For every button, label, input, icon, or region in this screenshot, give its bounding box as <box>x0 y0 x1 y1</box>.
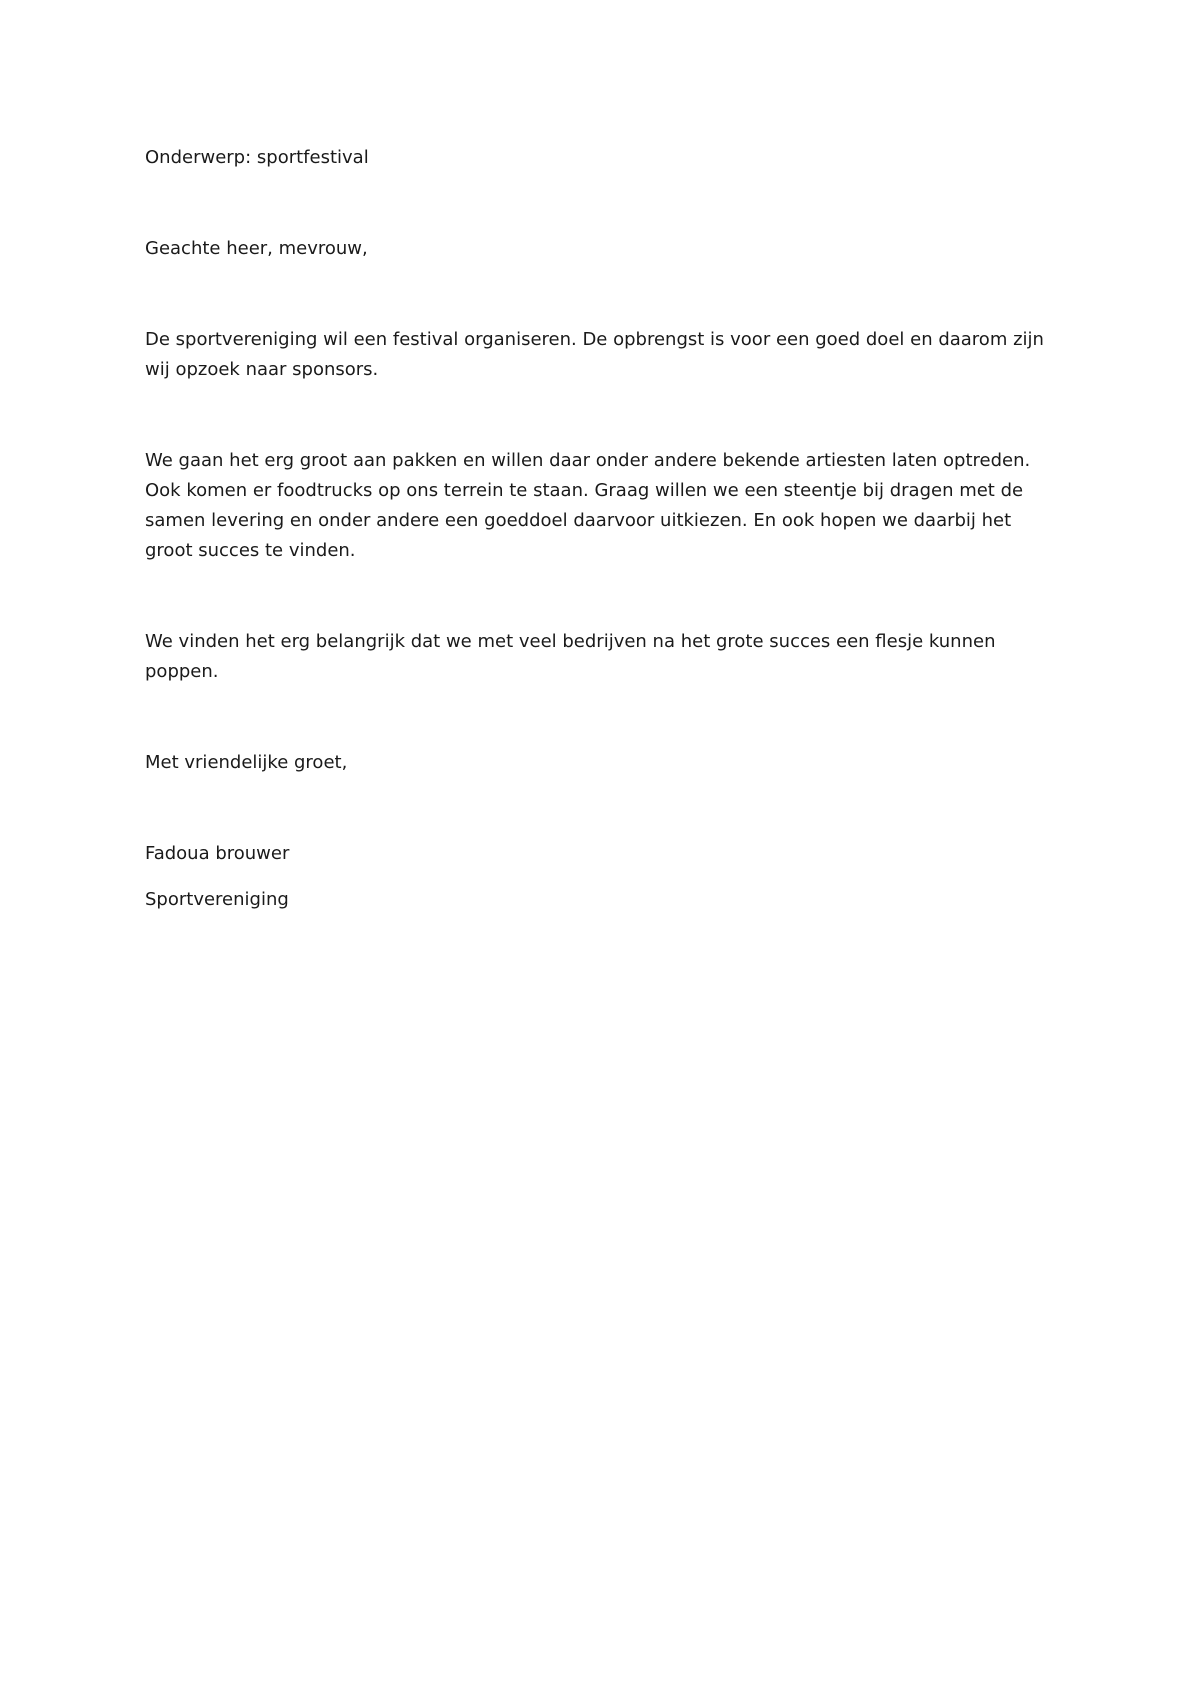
paragraph-2-line: We gaan het erg groot aan pakken en willen daar onder andere bekende artiesten laten optreden. <box>145 450 1031 471</box>
signature-organization: Sportvereniging <box>145 889 289 910</box>
paragraph-2-line: Ook komen er foodtrucks op ons terrein te staan. Graag willen we een steentje bij dragen met de <box>145 480 1024 501</box>
paragraph-1 <box>145 325 1045 385</box>
paragraph-2 <box>145 446 1045 566</box>
letter-subject: Onderwerp: sportfestival <box>145 147 369 168</box>
paragraph-2-line: samen levering en onder andere een goeddoel daarvoor uitkiezen. En ook hopen we daarbij het <box>145 510 1012 531</box>
paragraph-3-line: poppen. <box>145 661 219 682</box>
signature-name: Fadoua brouwer <box>145 843 290 864</box>
paragraph-3-line: We vinden het erg belangrijk dat we met veel bedrijven na het grote succes een flesje kunnen <box>145 631 996 652</box>
letter-salutation: Geachte heer, mevrouw, <box>145 238 368 259</box>
paragraph-1-line: De sportvereniging wil een festival organiseren. De opbrengst is voor een goed doel en daarom zijn <box>145 329 1044 350</box>
paragraph-3 <box>145 627 1045 687</box>
paragraph-1-line: wij opzoek naar sponsors. <box>145 359 379 380</box>
letter-closing: Met vriendelijke groet, <box>145 752 348 773</box>
paragraph-2-line: groot succes te vinden. <box>145 540 356 561</box>
